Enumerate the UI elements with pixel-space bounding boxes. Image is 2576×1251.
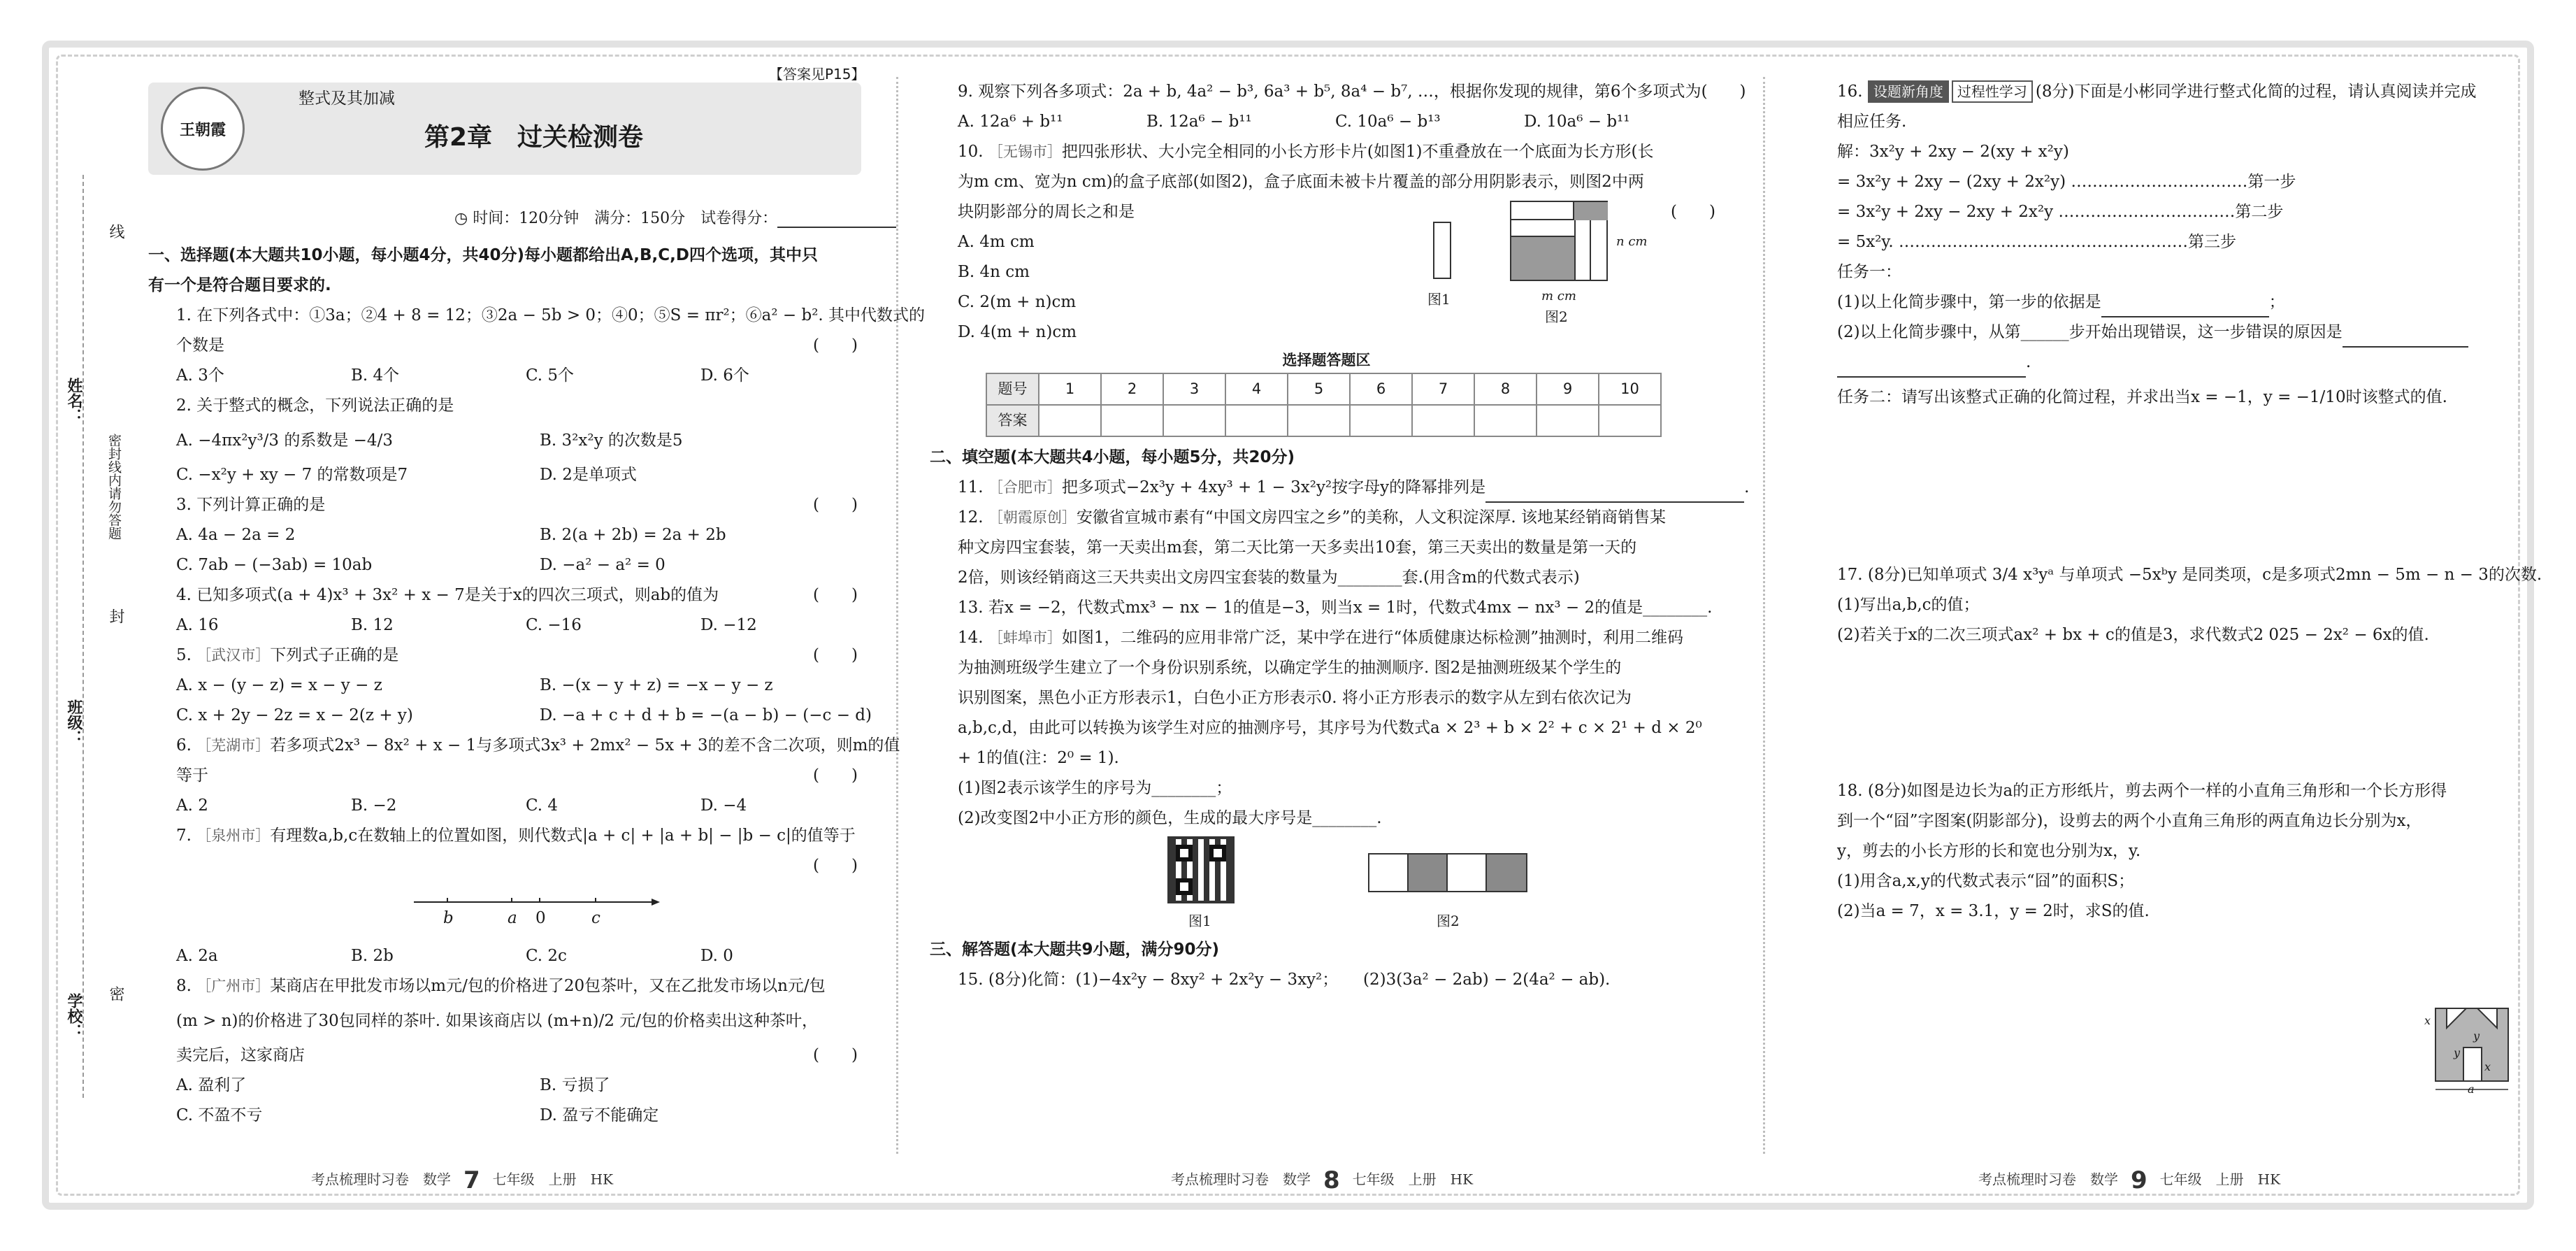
answer-area bbox=[930, 348, 1734, 437]
figure-2-height: n cm bbox=[1616, 234, 1648, 249]
header-banner bbox=[148, 83, 861, 175]
task-1-blank: . bbox=[1809, 348, 2515, 378]
question-15 bbox=[930, 965, 1734, 995]
option: B. 亏损了 bbox=[540, 1076, 610, 1094]
question-3 bbox=[148, 490, 872, 520]
options bbox=[148, 791, 872, 821]
option: B. −(x − y + z) = −x − y − z bbox=[540, 676, 773, 694]
question-18-part2: (2)当a = 7，x = 3.1，y = 2时，求S的值. bbox=[1837, 902, 2150, 920]
options bbox=[148, 520, 872, 550]
footer-grade: 七年级 上册 HK bbox=[1352, 1171, 1474, 1188]
answer-cell[interactable] bbox=[1225, 405, 1288, 436]
options bbox=[148, 1071, 872, 1101]
question-source: ［合肥市］ bbox=[988, 479, 1062, 496]
figure-1-label: 图1 bbox=[1427, 291, 1451, 308]
solution-step-2: = 3x²y + 2xy − 2xy + 2x²y ……………………………第二步 bbox=[1837, 203, 2284, 221]
question-10-block bbox=[930, 197, 1734, 348]
page-number: 7 bbox=[463, 1166, 480, 1194]
figure-2-width: m cm bbox=[1541, 289, 1576, 303]
task-1-title: 任务一： bbox=[1837, 263, 1901, 281]
question-text: (8分)下面是小彬同学进行整式化简的过程，请认真阅读并完成 bbox=[2035, 83, 2477, 101]
option: C. 7ab − (−3ab) = 10ab bbox=[176, 556, 373, 574]
option: B. 2b bbox=[351, 947, 394, 965]
question-14-part1: (1)图2表示该学生的序号为________； bbox=[958, 779, 1232, 797]
question-text: 下列式子正确的是 bbox=[270, 646, 399, 664]
answer-paren[interactable]: ( ) bbox=[813, 857, 858, 875]
question-5: 5. ［武汉市］下列式子正确的是 ( ) bbox=[148, 641, 872, 671]
option: C. 2(m + n)cm bbox=[958, 293, 1077, 311]
qr-finder bbox=[1176, 878, 1193, 895]
fig-label-y: y bbox=[2454, 1046, 2461, 1059]
page-title: 第2章 过关检测卷 bbox=[424, 123, 644, 152]
footer-right bbox=[1978, 1166, 2280, 1194]
answer-blank[interactable] bbox=[2343, 328, 2468, 348]
pattern-figure bbox=[1368, 853, 1527, 892]
option: B. 4个 bbox=[351, 366, 400, 385]
options bbox=[148, 610, 872, 641]
option: B. 3²x²y 的次数是5 bbox=[540, 431, 683, 450]
option: D. 10a⁶ − b¹¹ bbox=[1524, 113, 1630, 131]
question-7-paren bbox=[148, 851, 872, 881]
table-cell: 5 bbox=[1288, 373, 1350, 405]
page-number: 9 bbox=[2131, 1166, 2147, 1194]
left-column bbox=[148, 241, 926, 1131]
question-17-part1: (1)写出a,b,c的值； bbox=[1837, 596, 1980, 614]
fig-label-y: y bbox=[2473, 1029, 2480, 1043]
answer-blank[interactable] bbox=[2101, 298, 2269, 317]
question-8-cont2 bbox=[148, 1041, 872, 1071]
question-text: 若多项式2x³ − 8x² + x − 1与多项式3x³ + 2mx² − 5x + 3的差不含二次项，则m的值 bbox=[270, 736, 900, 755]
option: D. −12 bbox=[700, 616, 757, 634]
binding-mark: 线 bbox=[107, 224, 124, 239]
question-18: 18. (8分)如图是边长为a的正方形纸片，剪去两个一样的小直角三角形和一个长方形得 bbox=[1837, 782, 2447, 800]
answer-blank[interactable] bbox=[1837, 358, 2026, 378]
question-text: 把多项式−2x³y + 4xy³ + 1 − 3x²y²按字母y的降幂排列是 bbox=[1061, 478, 1486, 496]
binding-mark: 封 bbox=[107, 608, 124, 624]
class-label: 班级： bbox=[65, 699, 82, 745]
question-text: 把四张形状、大小完全相同的小长方形卡片(如图1)不重叠放在一个底面为长方形(长 bbox=[1061, 143, 1654, 161]
question-10: 10. ［无锡市］把四张形状、大小完全相同的小长方形卡片(如图1)不重叠放在一个底面为长方形(长 bbox=[958, 143, 1654, 161]
question-text: 9. 观察下列各多项式：2a + b, 4a² − b³, 6a³ + b⁵, 8a⁴ − b⁷, …，根据你发现的规律，第6个多项式为 bbox=[958, 83, 1701, 101]
option: C. 4 bbox=[526, 796, 559, 815]
question-10-cont: 为m cm、宽为n cm)的盒子底部(如图2)，盒子底面未被卡片覆盖的部分用阴影表示，则图2中两 bbox=[958, 173, 1644, 191]
axis-label-zero: 0 bbox=[535, 909, 546, 927]
table-cell: 答案 bbox=[986, 405, 1039, 436]
binding-line bbox=[82, 175, 84, 1098]
axis-label-a: a bbox=[508, 909, 517, 927]
square-black bbox=[1487, 855, 1526, 891]
column-divider bbox=[1763, 77, 1765, 1154]
footer-grade: 七年级 上册 HK bbox=[2159, 1171, 2281, 1188]
question-14-cont4: + 1的值(注：2⁰ = 1). bbox=[958, 749, 1119, 767]
question-16-cont: 相应任务. bbox=[1837, 113, 1907, 131]
card-figure-1 bbox=[1433, 222, 1451, 279]
options bbox=[148, 701, 872, 731]
option: A. 16 bbox=[176, 616, 219, 634]
option: B. 4n cm bbox=[958, 263, 1030, 281]
right-column bbox=[1809, 77, 2542, 927]
tag-badge: 过程性学习 bbox=[1952, 80, 2033, 103]
exam-meta bbox=[454, 206, 896, 228]
option: B. 12 bbox=[351, 616, 394, 634]
option: A. 2 bbox=[176, 796, 208, 815]
square-black bbox=[1409, 855, 1448, 891]
table-cell: 10 bbox=[1599, 373, 1661, 405]
task-2: 任务二：请写出该整式正确的化简过程，并求出当x = −1，y = −1/10时该整式的值. bbox=[1837, 388, 2447, 406]
footer-middle bbox=[1171, 1166, 1473, 1194]
question-16: 16. 设题新角度 过程性学习 (8分)下面是小彬同学进行整式化简的过程，请认真阅读并完成 bbox=[1809, 77, 2515, 107]
question-text: (2)以上化简步骤中，从第______步开始出现错误，这一步错误的原因是 bbox=[1837, 323, 2343, 341]
axis-label-c: c bbox=[591, 909, 600, 927]
answer-space bbox=[1809, 417, 2515, 560]
table-cell: 题号 bbox=[986, 373, 1039, 405]
question-18-part1: (1)用含a,x,y的代数式表示“囧”的面积S； bbox=[1837, 872, 2135, 890]
options bbox=[148, 671, 872, 701]
question-8: 8. ［广州市］某商店在甲批发市场以m元/包的价格进了20包茶叶，又在乙批发市场以n元/包 bbox=[176, 977, 826, 995]
question-text: 有理数a,b,c在数轴上的位置如图，则代数式|a + c| + |a + b| − |b − c|的值等于 bbox=[270, 827, 856, 845]
table-cell: 7 bbox=[1412, 373, 1474, 405]
question-text: 3. 下列计算正确的是 bbox=[176, 496, 326, 514]
task-1-part2 bbox=[1809, 317, 2515, 348]
answer-cell[interactable] bbox=[1350, 405, 1412, 436]
fig-label-x: x bbox=[2484, 1060, 2491, 1073]
option: C. 2c bbox=[526, 947, 567, 965]
option: C. 5个 bbox=[526, 366, 575, 385]
question-source: ［武汉市］ bbox=[196, 647, 271, 664]
question-text: 15. (8分)化简：(1)−4x²y − 8xy² + 2x²y − 3xy²； bbox=[958, 971, 1339, 989]
question-18-cont2: y，剪去的小长方形的长和宽也分别为x，y. bbox=[1837, 842, 2141, 860]
section-title: 二、填空题(本大题共4小题，每小题5分，共20分) bbox=[930, 448, 1295, 466]
question-14-figures bbox=[930, 834, 1734, 935]
binding-mark: 密 bbox=[107, 986, 124, 1001]
answer-paren[interactable]: ( ) bbox=[1671, 203, 1715, 221]
table-cell: 2 bbox=[1101, 373, 1163, 405]
answer-table-title: 选择题答题区 bbox=[1282, 352, 1371, 369]
options bbox=[148, 421, 872, 460]
answer-blank[interactable] bbox=[1485, 483, 1744, 503]
question-10-cont2: 块阴影部分的周长之和是 bbox=[958, 203, 1135, 221]
option: A. 4m cm bbox=[958, 233, 1035, 251]
square-white bbox=[1448, 855, 1487, 891]
option: A. x − (y − z) = x − y − z bbox=[176, 676, 382, 694]
figure-1-label: 图1 bbox=[1188, 913, 1211, 929]
jiong-figure bbox=[2423, 1006, 2514, 1096]
question-2: 2. 关于整式的概念，下列说法正确的是 bbox=[176, 396, 454, 415]
question-1-cont bbox=[148, 331, 872, 361]
question-source: ［朝霞原创］ bbox=[988, 509, 1077, 526]
qr-finder bbox=[1176, 845, 1193, 862]
option: B. −2 bbox=[351, 796, 397, 815]
topic-label: 整式及其加减 bbox=[298, 90, 395, 108]
question-17-part2: (2)若关于x的二次三项式ax² + bx + c的值是3，求代数式2 025 − 2x² − 6x的值. bbox=[1837, 626, 2429, 644]
question-14-part2: (2)改变图2中小正方形的颜色，生成的最大序号是________. bbox=[958, 809, 1382, 827]
option: A. 4a − 2a = 2 bbox=[176, 526, 296, 544]
option: A. 12a⁶ + b¹¹ bbox=[958, 113, 1063, 131]
option: A. 盈利了 bbox=[176, 1076, 247, 1094]
question-7: 7. ［泉州市］有理数a,b,c在数轴上的位置如图，则代数式|a + c| + |a + b| − |b − c|的值等于 bbox=[176, 827, 856, 845]
options bbox=[148, 460, 872, 490]
question-text: 等于 bbox=[176, 766, 208, 785]
answer-paren[interactable]: ( ) bbox=[813, 336, 858, 355]
option: C. −x²y + xy − 7 的常数项是7 bbox=[176, 466, 408, 484]
tag-badge: 设题新角度 bbox=[1868, 80, 1949, 103]
name-label: 姓名： bbox=[65, 378, 82, 424]
question-14-cont: 为抽测班级学生建立了一个身份识别系统，以确定学生的抽测顺序. 图2是抽测班级某个学生的 bbox=[958, 659, 1622, 677]
question-12: 12. ［朝霞原创］安徽省宣城市素有“中国文房四宝之乡”的美称，人文积淀深厚. 该地某经销商销售某 bbox=[958, 508, 1667, 527]
question-18-cont: 到一个“囧”字图案(阴影部分)，设剪去的两个小直角三角形的两直角边长分别为x， bbox=[1837, 812, 2422, 830]
binding-note: 密封线内请勿答题 bbox=[106, 434, 122, 540]
solution-step-1: = 3x²y + 2xy − (2xy + 2x²y) ……………………………第一步 bbox=[1837, 173, 2296, 191]
question-text: 卖完后，这家商店 bbox=[176, 1046, 305, 1064]
answer-table-head bbox=[986, 373, 1661, 405]
answer-cell[interactable] bbox=[1039, 405, 1101, 436]
table-cell: 9 bbox=[1537, 373, 1599, 405]
square-white bbox=[1369, 855, 1409, 891]
options bbox=[930, 107, 1734, 137]
question-6-cont bbox=[148, 761, 872, 791]
question-source: ［芜湖市］ bbox=[196, 737, 271, 754]
question-text: 个数是 bbox=[176, 336, 224, 355]
question-source: ［蚌埠市］ bbox=[988, 629, 1062, 646]
option: D. 6个 bbox=[700, 366, 749, 385]
question-1 bbox=[148, 301, 926, 331]
option: C. 不盈不亏 bbox=[176, 1106, 263, 1124]
fig-label-x: x bbox=[2424, 1014, 2431, 1027]
question-13: 13. 若x = −2，代数式mx³ − nx − 1的值是−3，则当x = 1时，代数式4mx − nx³ − 2的值是________. bbox=[958, 599, 1713, 617]
option: C. −16 bbox=[526, 616, 582, 634]
section-title: 一、选择题(本大题共10小题，每小题4分，共40分)每小题都给出A,B,C,D四个选项，其中只 bbox=[148, 246, 818, 264]
option: D. 4(m + n)cm bbox=[958, 323, 1077, 341]
fig-label-a: a bbox=[2468, 1082, 2475, 1096]
question-text: 安徽省宣城市素有“中国文房四宝之乡”的美称，人文积淀深厚. 该地某经销商销售某 bbox=[1076, 508, 1667, 527]
footer-text: 考点梳理时习卷 数学 bbox=[1978, 1171, 2118, 1188]
options bbox=[148, 1101, 872, 1131]
table-cell: 3 bbox=[1163, 373, 1225, 405]
middle-column bbox=[930, 77, 1750, 995]
section-title: 三、解答题(本大题共9小题，满分90分) bbox=[930, 941, 1220, 959]
option: D. −a² − a² = 0 bbox=[540, 556, 665, 574]
answer-paren[interactable]: ( ) bbox=[813, 766, 858, 785]
answer-paren[interactable]: ( ) bbox=[813, 1046, 858, 1064]
answer-cell[interactable] bbox=[1599, 405, 1661, 436]
question-14-cont3: a,b,c,d，由此可以转换为该学生对应的抽测序号，其序号为代数式a × 2³ + b × 2² + c × 2¹ + d × 2⁰ bbox=[958, 719, 1702, 737]
question-text: 1. 在下列各式中：①3a；②4 + 8 = 12；③2a − 5b > 0；④0；⑤S = πr²；⑥a² − b². 其中代数式的 bbox=[176, 306, 926, 324]
figure-2-label: 图2 bbox=[1437, 913, 1460, 929]
answer-ref: 【答案见P15】 bbox=[769, 66, 865, 83]
question-source: ［无锡市］ bbox=[988, 143, 1062, 160]
box-figure-2 bbox=[1510, 201, 1608, 281]
question-6: 6. ［芜湖市］若多项式2x³ − 8x² + x − 1与多项式3x³ + 2mx² − 5x + 3的差不含二次项，则m的值 bbox=[176, 736, 900, 755]
footer-text: 考点梳理时习卷 数学 bbox=[1171, 1171, 1311, 1188]
question-12-cont: 种文房四宝套装，第一天卖出m套，第二天比第一天多卖出10套，第三天卖出的数量是第一天的 bbox=[958, 538, 1637, 557]
question-8-cont: (m > n)的价格进了30包同样的茶叶. 如果该商店以 (m+n)/2 元/包的价格卖出这种茶叶， bbox=[176, 1012, 818, 1030]
school-label: 学校： bbox=[65, 993, 82, 1039]
option: A. 3个 bbox=[176, 366, 224, 385]
answer-paren[interactable]: ( ) bbox=[813, 496, 858, 514]
footer-left bbox=[311, 1166, 613, 1194]
axis-label-b: b bbox=[443, 909, 454, 927]
table-cell: 4 bbox=[1225, 373, 1288, 405]
table-cell: 6 bbox=[1350, 373, 1412, 405]
solution-line: 解：3x²y + 2xy − 2(xy + x²y) bbox=[1837, 143, 2069, 161]
footer-text: 考点梳理时习卷 数学 bbox=[311, 1171, 451, 1188]
table-cell: 1 bbox=[1039, 373, 1101, 405]
option: B. 12a⁶ − b¹¹ bbox=[1146, 113, 1252, 131]
answer-cell[interactable] bbox=[1474, 405, 1537, 436]
option: C. x + 2y − 2z = x − 2(z + y) bbox=[176, 706, 413, 724]
answer-cell[interactable] bbox=[1288, 405, 1350, 436]
option: A. −4πx²y³/3 的系数是 −4/3 bbox=[176, 431, 393, 450]
question-14: 14. ［蚌埠市］如图1，二维码的应用非常广泛，某中学在进行“体质健康达标检测”抽测时，利用二维码 bbox=[958, 629, 1684, 647]
logo: 王朝霞 bbox=[161, 87, 245, 171]
options bbox=[148, 550, 872, 580]
answer-paren[interactable]: ( ) bbox=[813, 646, 858, 664]
question-text: 某商店在甲批发市场以m元/包的价格进了20包茶叶，又在乙批发市场以n元/包 bbox=[270, 977, 826, 995]
option: D. −4 bbox=[700, 796, 747, 815]
qr-finder bbox=[1209, 845, 1226, 862]
task-1-part1: (1)以上化简步骤中，第一步的依据是 ； bbox=[1809, 287, 2515, 317]
answer-table-row bbox=[986, 405, 1661, 436]
question-11: 11. ［合肥市］把多项式−2x³y + 4xy³ + 1 − 3x²y²按字母y的降幂排列是 . bbox=[930, 473, 1734, 503]
section-title-cont: 有一个是符合题目要求的. bbox=[148, 276, 331, 294]
table-cell: 8 bbox=[1474, 373, 1537, 405]
question-4 bbox=[148, 580, 872, 610]
question-9 bbox=[930, 77, 1746, 107]
option: C. 10a⁶ − b¹³ bbox=[1335, 113, 1441, 131]
option: A. 2a bbox=[176, 947, 218, 965]
answer-cell[interactable] bbox=[1101, 405, 1163, 436]
question-text: (2)3(3a² − 2ab) − 2(4a² − ab). bbox=[1363, 971, 1611, 989]
option: D. 盈亏不能确定 bbox=[540, 1106, 659, 1124]
answer-table bbox=[986, 373, 1662, 437]
option: D. −a + c + d + b = −(a − b) − (−c − d) bbox=[539, 706, 872, 724]
score-blank[interactable] bbox=[777, 208, 896, 228]
exam-meta-text: ◷ 时间：120分钟 满分：150分 试卷得分： bbox=[454, 210, 778, 227]
answer-paren[interactable]: ( ) bbox=[1701, 83, 1746, 101]
question-14-cont2: 识别图案，黑色小正方形表示1，白色小正方形表示0. 将小正方形表示的数字从左到右依次记为 bbox=[958, 689, 1632, 707]
footer-grade: 七年级 上册 HK bbox=[492, 1171, 614, 1188]
page-number: 8 bbox=[1323, 1166, 1340, 1194]
question-source: ［广州市］ bbox=[196, 978, 271, 994]
question-12-cont2: 2倍，则该经销商这三天共卖出文房四宝套装的数量为________套.(用含m的代数式表示) bbox=[958, 569, 1580, 587]
question-text: 4. 已知多项式(a + 4)x³ + 3x² + x − 7是关于x的四次三项式，则ab的值为 bbox=[176, 586, 719, 604]
question-17: 17. (8分)已知单项式 3/4 x³yᵃ 与单项式 −5xᵇy 是同类项，c是多项式2mn − 5m − n − 3的次数. bbox=[1837, 566, 2542, 584]
answer-cell[interactable] bbox=[1537, 405, 1599, 436]
answer-cell[interactable] bbox=[1412, 405, 1474, 436]
column-divider bbox=[896, 77, 898, 1154]
option: D. 0 bbox=[700, 947, 733, 965]
question-text: (1)以上化简步骤中，第一步的依据是 bbox=[1837, 293, 2101, 311]
option: B. 2(a + 2b) = 2a + 2b bbox=[540, 526, 726, 544]
solution-step-3: = 5x²y. ………………………………………………第三步 bbox=[1837, 233, 2236, 251]
question-text: 如图1，二维码的应用非常广泛，某中学在进行“体质健康达标检测”抽测时，利用二维码 bbox=[1061, 629, 1684, 647]
answer-paren[interactable]: ( ) bbox=[813, 586, 858, 604]
options bbox=[148, 361, 872, 391]
options bbox=[148, 941, 872, 971]
number-line-figure bbox=[148, 881, 872, 941]
question-source: ［泉州市］ bbox=[196, 827, 271, 844]
answer-space bbox=[1809, 650, 2515, 776]
option: D. 2是单项式 bbox=[540, 466, 637, 484]
figure-2-label: 图2 bbox=[1545, 308, 1568, 325]
answer-cell[interactable] bbox=[1163, 405, 1225, 436]
